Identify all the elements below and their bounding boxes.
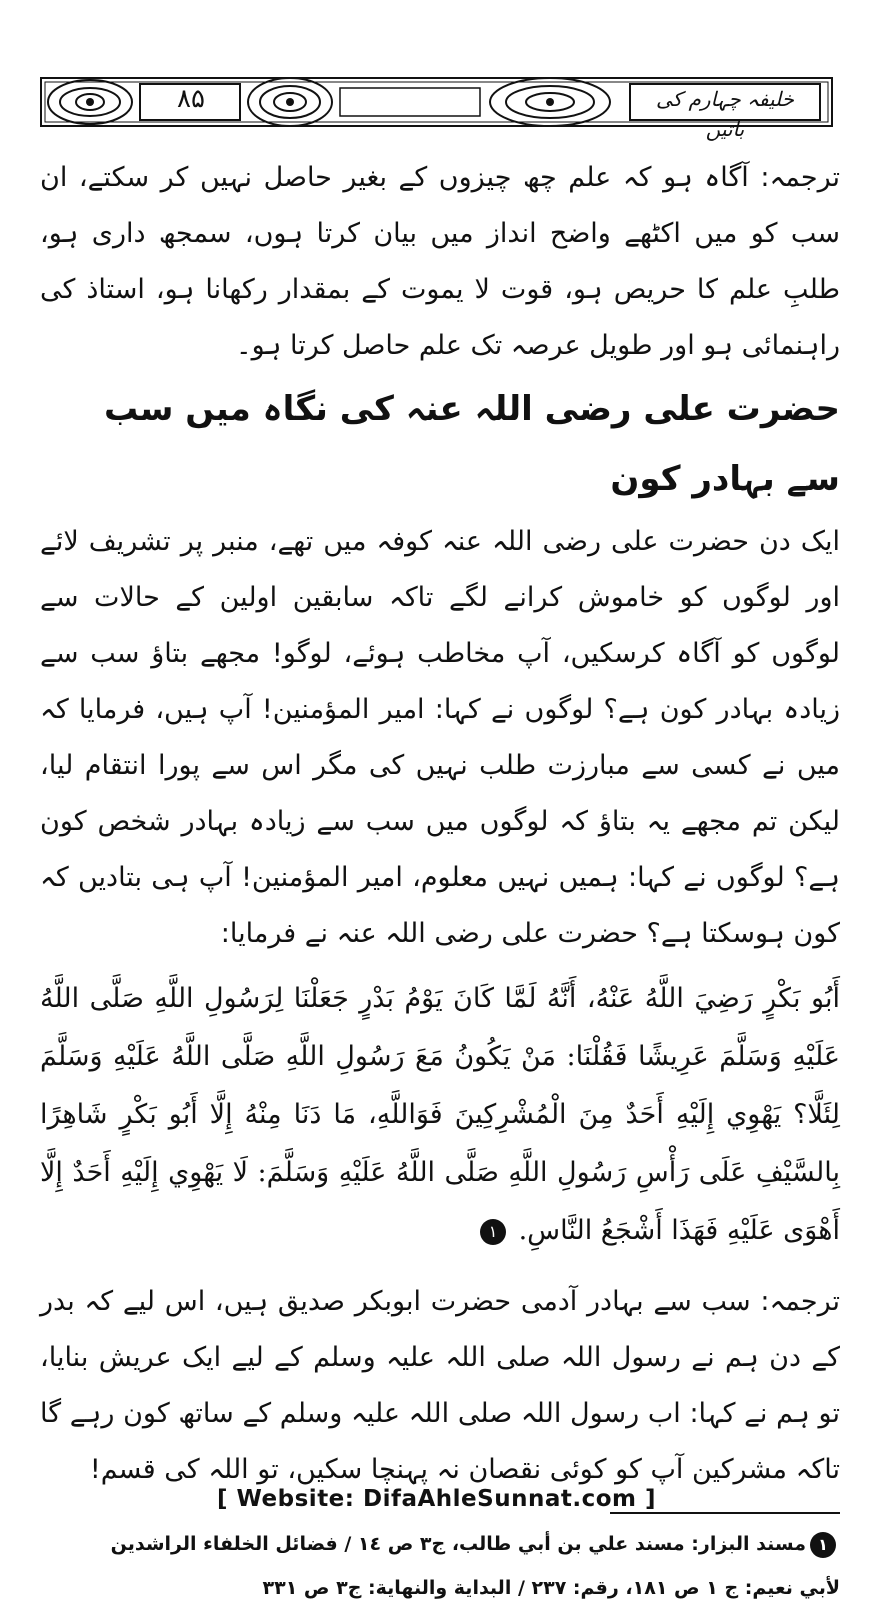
translation-paragraph: ترجمہ: آگاہ ہو کہ علم چھ چیزوں کے بغیر حاصل نہیں کر سکتے، ان سب کو میں اکٹھے واضح انداز میں بیان کرتا ہوں، سمجھ داری ہو، طلبِ علم کا حریص ہو، قوت لا یموت کے بمقدار رکھانا ہو، استاذ کی راہنمائی ہو اور طویل عرصہ تک علم حاصل کرتا ہو۔ [40, 162, 840, 361]
arabic-text: أَبُو بَكْرٍ رَضِيَ اللَّهُ عَنْهُ، أَنَّهُ لَمَّا كَانَ يَوْمُ بَدْرٍ جَعَلْنَا لِرَسُولِ اللَّهِ صَلَّى اللَّهُ عَلَيْهِ وَسَلَّمَ عَرِيشًا فَقُلْنَا: مَنْ يَكُونُ مَعَ رَسُولِ اللَّهِ صَلَّى اللَّهُ عَلَيْهِ وَسَلَّمَ لِئَلَّا؟ يَهْوِي إِلَيْهِ أَحَدٌ مِنَ الْمُشْرِكِينَ فَوَاللَّهِ، مَا دَنَا مِنْهُ إِلَّا أَبُو بَكْرٍ شَاهِرًا بِالسَّيْفِ عَلَى رَأْسِ رَسُولِ اللَّهِ صَلَّى اللَّهُ عَلَيْهِ وَسَلَّمَ: لَا يَهْوِي إِلَيْهِ أَحَدٌ إِلَّا أَهْوَى عَلَيْهِ فَهَذَا أَشْجَعُ النَّاسِ. [40, 983, 840, 1246]
arabic-quote [40, 970, 840, 1260]
translation-paragraph-2: ترجمہ: سب سے بہادر آدمی حضرت ابوبکر صدیق ہیں، اس لیے کہ بدر کے دن ہم نے رسول اللہ صلی اللہ علیہ وسلم کے لیے ایک عریش بنایا، تو ہم نے کہا: اب رسول اللہ صلی اللہ علیہ وسلم کے ساتھ کون رہے گا تاکہ مشرکین آپ کو کوئی نقصان نہ پہنچا سکیں، تو اللہ کی قسم! [40, 1286, 840, 1485]
website-footer: [ Website: DifaAhleSunnat.com ] [216, 1486, 657, 1512]
footnote-text-1: مسند البزار: مسند علي بن أبي طالب، ج٣ ص ١٤ / فضائل الخلفاء الراشدين [110, 1533, 806, 1555]
footnote-marker: ١ [810, 1532, 836, 1558]
section-heading: حضرت علی رضی اللہ عنہ کی نگاہ میں سب سے بہادر کون [104, 389, 840, 499]
page-content [40, 150, 840, 1610]
book-title: خلیفہ چہارم کی باتیں [656, 87, 794, 141]
footnote-marker: ١ [480, 1219, 506, 1245]
page-header [40, 70, 833, 141]
footnote-line-1 [40, 1522, 840, 1566]
page-number: ٨۵ [177, 84, 205, 114]
narrative-paragraph: ایک دن حضرت علی رضی اللہ عنہ کوفہ میں تھے، منبر پر تشریف لائے اور لوگوں کو خاموش کرانے لگے تاکہ سابقین اولین کے حالات سے لوگوں کو آگاہ کرسکیں، آپ مخاطب ہوئے، لوگو! مجھے بتاؤ سب سے زیادہ بہادر کون ہے؟ لوگوں نے کہا: امیر المؤمنین! آپ ہیں، فرمایا کہ میں نے کسی سے مبارزت طلب نہیں کی مگر اس سے پورا انتقام لیا، لیکن تم مجھے یہ بتاؤ کہ لوگوں میں سب سے زیادہ بہادر شخص کون ہے؟ لوگوں نے کہا: ہمیں نہیں معلوم، امیر المؤمنین! آپ ہی بتادیں کہ کون ہوسکتا ہے؟ حضرت علی رضی اللہ عنہ نے فرمایا: [40, 526, 840, 949]
footnote-line-2: لأبي نعيم: ج ١ ص ١٨١، رقم: ٢٣٧ / البداية والنهاية: ج٣ ص ٣٣١ [262, 1577, 840, 1599]
